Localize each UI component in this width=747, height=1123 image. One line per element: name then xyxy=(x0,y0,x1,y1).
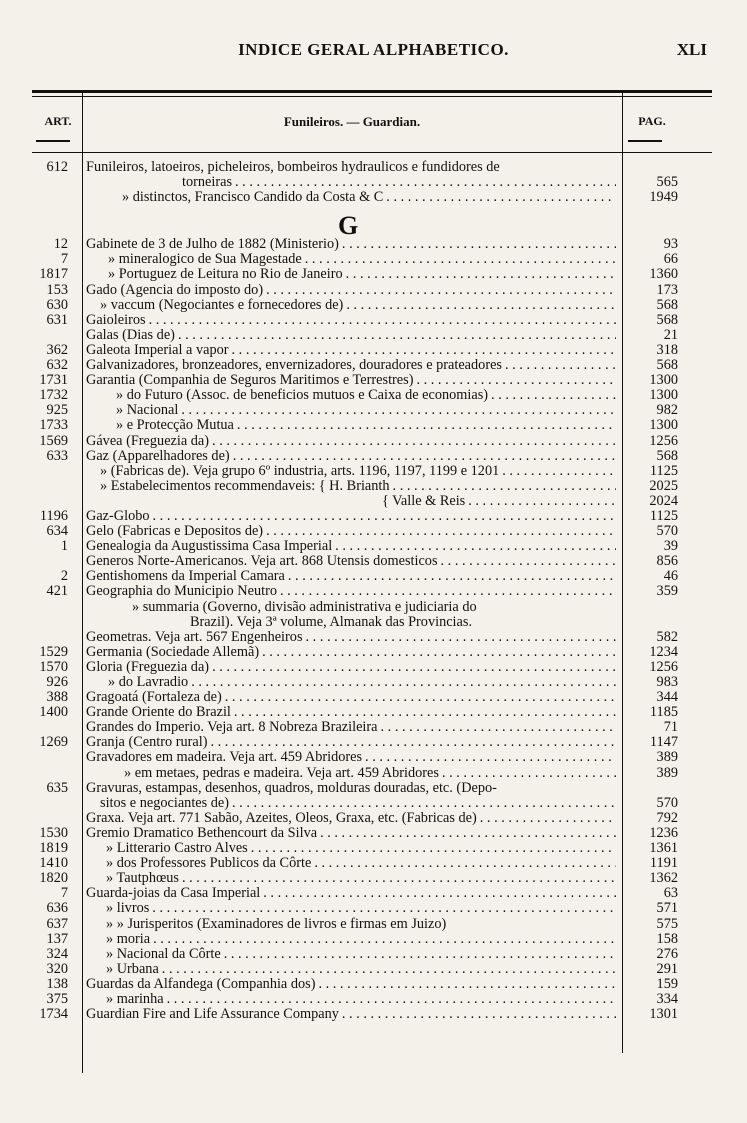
index-entry xyxy=(0,690,747,705)
entry-text: » (Fabricas de). Veja grupo 6º industria, arts. 1196, 1197, 1199 e 1201 xyxy=(100,463,500,479)
dot-leader xyxy=(277,584,616,599)
page-number: XLI xyxy=(676,40,707,59)
index-entry xyxy=(0,811,747,826)
index-entry xyxy=(0,871,747,886)
index-entry xyxy=(0,175,747,190)
entry-text: » Nacional xyxy=(116,403,179,419)
entry-article-number: 137 xyxy=(46,930,68,947)
entry-article-number: 632 xyxy=(46,357,68,374)
entry-article-number: 421 xyxy=(46,583,68,600)
entry-text: » livros xyxy=(106,901,150,917)
dot-leader xyxy=(339,1007,616,1022)
entry-text: Guardas da Alfandega (Companhia dos) xyxy=(86,976,316,992)
entry-page-number: 570 xyxy=(656,523,678,540)
entry-page-number: 1360 xyxy=(649,266,678,283)
entry-text: Brazil). Veja 3ª volume, Almanak das Provincias. xyxy=(190,614,473,630)
entry-text: » em metaes, pedras e madeira. Veja art. 459 Abridores xyxy=(124,765,439,781)
entry-text: Gávea (Freguezia da) xyxy=(86,433,210,449)
dot-leader xyxy=(159,962,616,977)
dot-leader xyxy=(207,735,616,750)
entry-text: Gentishomens da Imperial Camara xyxy=(86,569,285,585)
entry-page-number: 1300 xyxy=(649,372,678,389)
index-entry xyxy=(0,826,747,841)
entry-page-number: 1125 xyxy=(649,462,678,479)
index-entry xyxy=(0,841,747,856)
index-entry xyxy=(0,645,747,660)
dot-leader xyxy=(263,283,616,298)
entry-page-number: 1256 xyxy=(649,432,678,449)
entry-text: Grandes do Imperio. Veja art. 8 Nobreza Brazileira xyxy=(86,720,378,736)
entry-text: Germania (Sociedade Allemã) xyxy=(86,644,260,660)
entry-text: » Litterario Castro Alves xyxy=(106,841,248,857)
index-entry xyxy=(0,373,747,388)
index-list xyxy=(0,160,747,1022)
entry-article-number: 1731 xyxy=(39,372,68,389)
entry-page-number: 334 xyxy=(656,990,678,1007)
entries-before-section xyxy=(0,160,747,205)
entry-text: Galas (Dias de) xyxy=(86,327,175,343)
dot-leader xyxy=(302,252,616,267)
index-entry xyxy=(0,252,747,267)
index-entry xyxy=(0,856,747,871)
dot-leader xyxy=(332,539,616,554)
entry-text: torneiras xyxy=(182,175,233,191)
index-entry xyxy=(0,449,747,464)
dot-leader xyxy=(502,358,616,373)
entry-article-number: 631 xyxy=(46,311,68,328)
dot-leader xyxy=(378,720,616,735)
entry-text: » Estabelecimentos recommendaveis: { H. Brianth xyxy=(100,478,390,494)
index-entry xyxy=(0,237,747,252)
column-header-art: ART. xyxy=(44,114,72,128)
entry-text: Genealogia da Augustissima Casa Imperial xyxy=(86,539,333,555)
entry-article-number: 138 xyxy=(46,975,68,992)
page-header xyxy=(0,40,747,64)
entry-article-number: 1530 xyxy=(39,824,68,841)
entry-article-number: 12 xyxy=(53,236,68,253)
entry-text: » » Jurisperitos (Examinadores de livros e firmas em Juizo) xyxy=(106,916,447,932)
dot-leader xyxy=(488,388,616,403)
entry-text: » moria xyxy=(106,931,151,947)
index-entry xyxy=(0,796,747,811)
entry-text: Galvanizadores, bronzeadores, envernizadores, douradores e prateadores xyxy=(86,358,502,374)
entry-page-number: 1256 xyxy=(649,658,678,675)
top-rule xyxy=(32,90,712,93)
entry-article-number: 2 xyxy=(60,568,68,585)
dot-leader xyxy=(439,766,616,781)
header-rule xyxy=(32,152,712,153)
dot-leader xyxy=(178,403,616,418)
entry-page-number: 93 xyxy=(663,236,678,253)
entry-page-number: 1301 xyxy=(649,1006,678,1023)
entry-text: Grande Oriente do Brazil xyxy=(86,705,231,721)
index-entry xyxy=(0,720,747,735)
entry-text: » distinctos, Francisco Candido da Costa & C xyxy=(122,190,384,206)
index-entry xyxy=(0,190,747,205)
dot-leader xyxy=(234,418,616,433)
entry-page-number: 983 xyxy=(656,674,678,690)
dot-leader xyxy=(209,434,616,449)
dot-leader xyxy=(438,554,616,569)
index-entry xyxy=(0,962,747,977)
entry-article-number: 320 xyxy=(46,960,68,977)
page-title: INDICE GERAL ALPHABETICO. xyxy=(238,40,509,59)
dot-leader xyxy=(311,856,616,871)
entry-page-number: 1300 xyxy=(649,387,678,404)
entry-page-number: 570 xyxy=(656,794,678,811)
entry-page-number: 568 xyxy=(656,311,678,328)
index-entry xyxy=(0,509,747,524)
dot-leader xyxy=(259,645,616,660)
entry-text: Granja (Centro rural) xyxy=(86,735,208,751)
entry-page-number: 1185 xyxy=(649,704,678,721)
section-heading xyxy=(0,205,747,241)
dot-leader xyxy=(179,871,616,886)
dot-leader xyxy=(248,841,616,856)
entry-page-number: 359 xyxy=(656,583,678,600)
dot-leader xyxy=(383,190,616,205)
entry-article-number: 7 xyxy=(60,885,68,902)
entry-page-number: 66 xyxy=(663,251,678,268)
entry-page-number: 291 xyxy=(656,960,678,977)
entry-text: » e Protecção Mutua xyxy=(116,418,234,434)
index-entry xyxy=(0,569,747,584)
index-entry xyxy=(0,917,747,932)
entry-text: Gaioleiros xyxy=(86,312,146,328)
entry-page-number: 318 xyxy=(656,341,678,358)
entry-article-number: 7 xyxy=(60,251,68,268)
dot-leader xyxy=(390,479,616,494)
column-header-section: Funileiros. — Guardian. xyxy=(283,114,421,129)
entry-text: » mineralogico de Sua Magestade xyxy=(108,252,302,268)
entry-article-number: 1734 xyxy=(39,1006,68,1023)
entry-text: » do Lavradio xyxy=(108,675,189,690)
entry-page-number: 39 xyxy=(663,538,678,555)
entry-page-number: 63 xyxy=(663,885,678,902)
entry-article-number: 633 xyxy=(46,447,68,464)
entry-text: Gaz (Apparelhadores de) xyxy=(86,448,230,464)
entry-text: » dos Professores Publicos da Côrte xyxy=(106,856,312,872)
index-entry xyxy=(0,554,747,569)
index-entry xyxy=(0,267,747,282)
entry-page-number: 568 xyxy=(656,296,678,313)
entry-article-number: 1529 xyxy=(39,643,68,660)
entry-text: » summaria (Governo, divisão administrativa e judiciaria do xyxy=(132,599,477,615)
entry-page-number: 568 xyxy=(656,447,678,464)
index-entry xyxy=(0,418,747,433)
index-entry xyxy=(0,313,747,328)
dot-leader xyxy=(303,630,616,645)
index-entry xyxy=(0,479,747,494)
entry-page-number: 2025 xyxy=(649,477,678,494)
entry-text: Gabinete de 3 de Julho de 1882 (Ministerio) xyxy=(86,237,339,253)
entry-page-number: 276 xyxy=(656,945,678,962)
column-header-pag: PAG. xyxy=(638,114,666,128)
dot-leader xyxy=(222,690,616,705)
entry-text: Galeota Imperial a vapor xyxy=(86,342,229,358)
index-entry xyxy=(0,358,747,373)
entry-text: Geometras. Veja art. 567 Engenheiros xyxy=(86,629,303,645)
entry-article-number: 1570 xyxy=(39,658,68,675)
entry-page-number: 1125 xyxy=(649,507,678,524)
index-entry xyxy=(0,539,747,554)
entry-page-number: 565 xyxy=(656,174,678,191)
entry-text: » Tautphœus xyxy=(106,871,179,887)
dot-leader xyxy=(231,705,616,720)
dot-leader xyxy=(343,267,616,282)
entry-page-number: 1949 xyxy=(649,189,678,206)
index-entry xyxy=(0,434,747,449)
top-rule-thin xyxy=(32,96,712,97)
entry-text: » Nacional da Côrte xyxy=(106,946,221,962)
entry-text: Gremio Dramatico Bethencourt da Silva xyxy=(86,825,318,841)
entry-text: Garantia (Companhia de Seguros Maritimos e Terrestres) xyxy=(86,373,414,389)
entry-article-number: 1569 xyxy=(39,432,68,449)
entry-page-number: 344 xyxy=(656,689,678,706)
entry-text: Gravuras, estampas, desenhos, quadros, molduras douradas, etc. (Depo- xyxy=(86,780,497,796)
dot-leader xyxy=(413,373,616,388)
entry-page-number: 46 xyxy=(663,568,678,585)
dot-leader xyxy=(317,826,616,841)
index-entry xyxy=(0,750,747,765)
entry-article-number: 375 xyxy=(46,990,68,1007)
dot-leader xyxy=(343,298,616,313)
entry-page-number: 575 xyxy=(656,915,678,932)
dot-leader xyxy=(499,464,616,479)
dot-leader xyxy=(339,237,616,252)
entry-text: » vaccum (Negociantes e fornecedores de) xyxy=(100,297,344,313)
dot-leader xyxy=(285,569,616,584)
dot-leader xyxy=(477,811,616,826)
entry-text: Generos Norte-Americanos. Veja art. 868 Utensis domesticos xyxy=(86,554,438,570)
entry-page-number: 568 xyxy=(656,357,678,374)
entry-article-number: 1820 xyxy=(39,870,68,887)
entry-text: » marinha xyxy=(106,991,164,1007)
dot-leader xyxy=(465,494,616,509)
entry-article-number: 634 xyxy=(46,523,68,540)
index-entry xyxy=(0,705,747,720)
entry-article-number: 1817 xyxy=(39,266,68,283)
entry-page-number: 856 xyxy=(656,553,678,570)
index-entry xyxy=(0,947,747,962)
entry-text: Gragoatá (Fortaleza de) xyxy=(86,690,222,706)
dot-leader xyxy=(230,449,616,464)
entry-page-number: 1234 xyxy=(649,643,678,660)
entry-article-number: 1400 xyxy=(39,704,68,721)
index-entry xyxy=(0,343,747,358)
entry-text: Guarda-joias da Casa Imperial xyxy=(86,886,261,902)
entry-article-number: 388 xyxy=(46,689,68,706)
dot-leader xyxy=(362,750,616,765)
entry-article-number: 1819 xyxy=(39,840,68,857)
entry-text: » Urbana xyxy=(106,961,159,977)
entry-text: Geographia do Municipio Neutro xyxy=(86,584,277,600)
dot-leader xyxy=(150,509,616,524)
entry-page-number: 158 xyxy=(656,930,678,947)
entry-page-number: 982 xyxy=(656,402,678,419)
entry-article-number: 630 xyxy=(46,296,68,313)
entry-text: » Portuguez de Leitura no Rio de Janeiro xyxy=(108,267,343,283)
entry-page-number: 582 xyxy=(656,628,678,645)
entry-article-number: 1 xyxy=(60,538,68,555)
index-entry xyxy=(0,735,747,750)
dot-leader xyxy=(150,932,616,947)
dot-leader xyxy=(209,660,616,675)
entry-text: Gelo (Fabricas e Depositos de) xyxy=(86,524,264,540)
index-entry xyxy=(0,328,747,343)
index-entry xyxy=(0,1007,747,1022)
index-entry xyxy=(0,298,747,313)
entry-page-number: 792 xyxy=(656,809,678,826)
entry-text: Gaz-Globo xyxy=(86,508,150,524)
dot-leader xyxy=(149,901,616,916)
index-entry xyxy=(0,977,747,992)
index-entry xyxy=(0,283,747,298)
index-entry xyxy=(0,660,747,675)
entry-article-number: 1410 xyxy=(39,855,68,872)
entry-article-number: 1196 xyxy=(39,507,68,524)
index-entry xyxy=(0,886,747,901)
dot-leader xyxy=(315,977,616,992)
entry-page-number: 389 xyxy=(656,749,678,766)
entry-page-number: 159 xyxy=(656,975,678,992)
entry-text: » do Futuro (Assoc. de beneficios mutuos e Caixa de economias) xyxy=(116,388,489,404)
dot-leader xyxy=(263,524,616,539)
entry-page-number: 571 xyxy=(656,900,678,917)
entry-page-number: 1236 xyxy=(649,824,678,841)
index-entry xyxy=(0,630,747,645)
dot-leader xyxy=(164,992,616,1007)
dot-leader xyxy=(229,796,616,811)
entries-section-g xyxy=(0,237,747,1022)
index-entry xyxy=(0,160,747,175)
entry-text: Gravadores em madeira. Veja art. 459 Abridores xyxy=(86,750,363,766)
index-entry xyxy=(0,932,747,947)
entry-page-number: 173 xyxy=(656,281,678,298)
entry-page-number: 1361 xyxy=(649,840,678,857)
art-dash xyxy=(36,140,70,142)
index-entry xyxy=(0,781,747,796)
index-entry xyxy=(0,388,747,403)
entry-page-number: 1362 xyxy=(649,870,678,887)
dot-leader xyxy=(221,947,616,962)
entry-page-number: 71 xyxy=(663,719,678,736)
index-entry xyxy=(0,600,747,615)
dot-leader xyxy=(175,328,616,343)
dot-leader xyxy=(188,675,616,690)
entry-text: { Valle & Reis xyxy=(382,493,466,509)
entry-page-number: 1300 xyxy=(649,417,678,434)
index-entry xyxy=(0,992,747,1007)
index-entry xyxy=(0,464,747,479)
index-entry xyxy=(0,675,747,690)
entry-article-number: 612 xyxy=(46,159,68,175)
entry-article-number: 636 xyxy=(46,900,68,917)
index-entry xyxy=(0,615,747,630)
entry-article-number: 362 xyxy=(46,341,68,358)
entry-text: sitos e negociantes de) xyxy=(100,795,230,811)
dot-leader xyxy=(146,313,616,328)
index-entry xyxy=(0,766,747,781)
entry-text: Gado (Agencia do imposto do) xyxy=(86,282,264,298)
entry-page-number: 1147 xyxy=(649,734,678,751)
section-letter: G xyxy=(338,211,359,241)
index-entry xyxy=(0,901,747,916)
pag-dash xyxy=(628,140,662,142)
entry-article-number: 153 xyxy=(46,281,68,298)
entry-article-number: 324 xyxy=(46,945,68,962)
entry-text: Gloria (Freguezia da) xyxy=(86,659,210,675)
entry-text: Graxa. Veja art. 771 Sabão, Azeites, Oleos, Graxa, etc. (Fabricas de) xyxy=(86,810,477,826)
entry-article-number: 1732 xyxy=(39,387,68,404)
index-entry xyxy=(0,584,747,599)
entry-page-number: 21 xyxy=(663,326,678,343)
dot-leader xyxy=(260,886,616,901)
entry-article-number: 635 xyxy=(46,779,68,796)
dot-leader xyxy=(229,343,616,358)
index-entry xyxy=(0,403,747,418)
entry-article-number: 1733 xyxy=(39,417,68,434)
entry-page-number: 2024 xyxy=(649,492,678,509)
entry-article-number: 1269 xyxy=(39,734,68,751)
index-entry xyxy=(0,524,747,539)
entry-text: Funileiros, latoeiros, picheleiros, bombeiros hydraulicos e fundidores de xyxy=(86,160,500,175)
entry-article-number: 926 xyxy=(46,674,68,690)
dot-leader xyxy=(232,175,616,190)
entry-article-number: 637 xyxy=(46,915,68,932)
entry-article-number: 925 xyxy=(46,402,68,419)
entry-text: Guardian Fire and Life Assurance Company xyxy=(86,1007,339,1023)
entry-page-number: 389 xyxy=(656,764,678,781)
index-entry xyxy=(0,494,747,509)
entry-page-number: 1191 xyxy=(649,855,678,872)
